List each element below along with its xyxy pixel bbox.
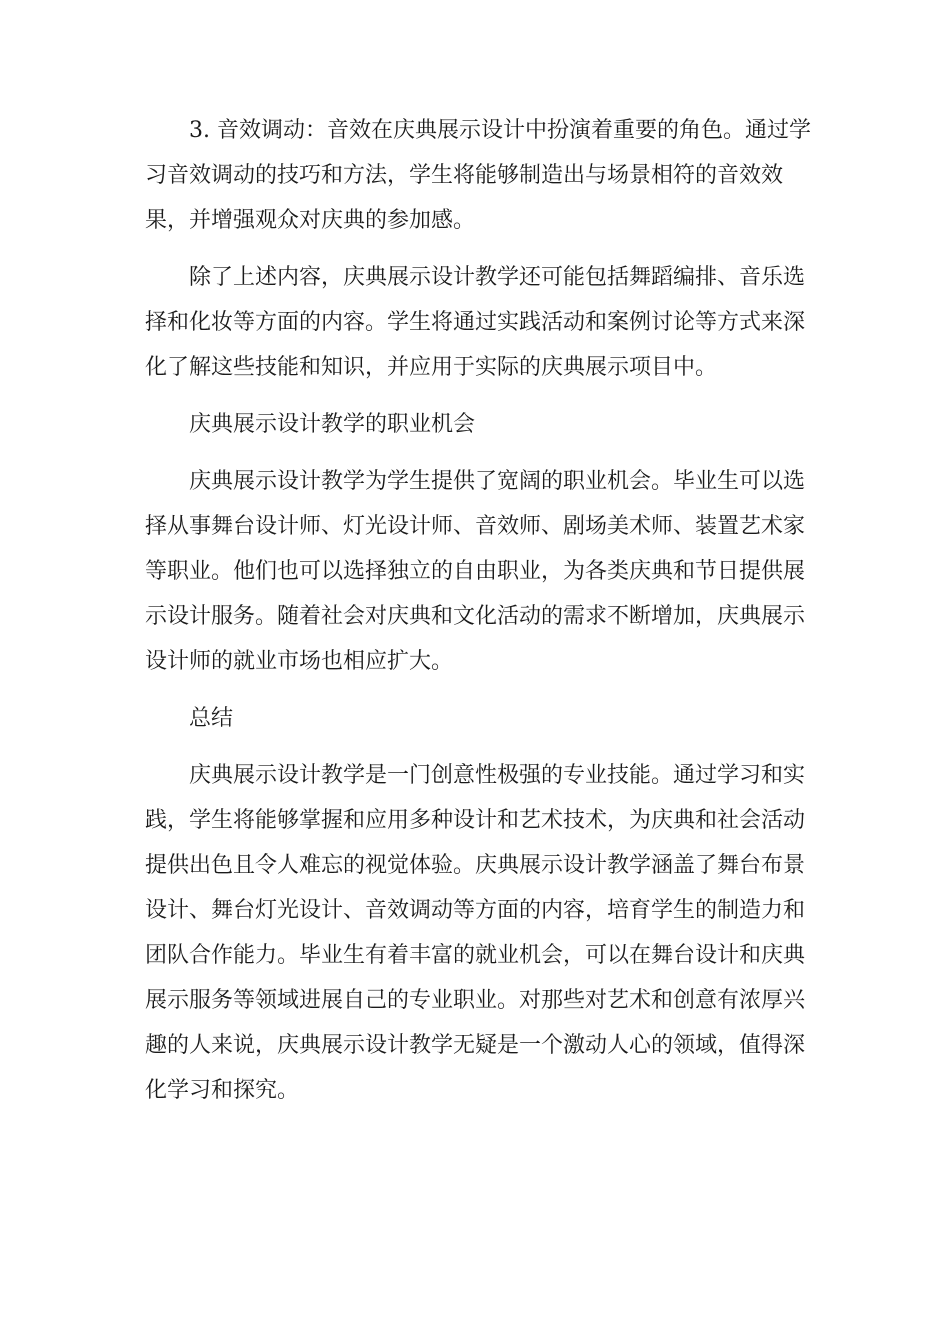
paragraph-other-content: 除了上述内容，庆典展示设计教学还可能包括舞蹈编排、音乐选择和化妆等方面的内容。学生将通过实践活动和案例讨论等方式来深化了解这些技能和知识，并应用于实际的庆典展示项目中。 xyxy=(145,265,806,380)
heading-summary: 总结 xyxy=(189,706,234,731)
heading-career-opportunities: 庆典展示设计教学的职业机会 xyxy=(189,412,476,437)
document-body xyxy=(145,108,811,1113)
paragraph-sound-effects: 3. 音效调动：音效在庆典展示设计中扮演着重要的角色。通过学习音效调动的技巧和方法，学生将能够制造出与场景相符的音效效果，并增强观众对庆典的参加感。 xyxy=(145,118,811,233)
paragraph-career-opportunities: 庆典展示设计教学为学生提供了宽阔的职业机会。毕业生可以选择从事舞台设计师、灯光设计师、音效师、剧场美术师、装置艺术家等职业。他们也可以选择独立的自由职业，为各类庆典和节日提供展示设计服务。随着社会对庆典和文化活动的需求不断增加，庆典展示设计师的就业市场也相应扩大。 xyxy=(145,469,806,674)
paragraph-summary: 庆典展示设计教学是一门创意性极强的专业技能。通过学习和实践，学生将能够掌握和应用多种设计和艺术技术，为庆典和社会活动提供出色且令人难忘的视觉体验。庆典展示设计教学涵盖了舞台布景设计、舞台灯光设计、音效调动等方面的内容，培育学生的制造力和团队合作能力。毕业生有着丰富的就业机会，可以在舞台设计和庆典展示服务等领域进展自己的专业职业。对那些对艺术和创意有浓厚兴趣的人来说，庆典展示设计教学无疑是一个激动人心的领域，值得深化学习和探究。 xyxy=(145,763,806,1103)
